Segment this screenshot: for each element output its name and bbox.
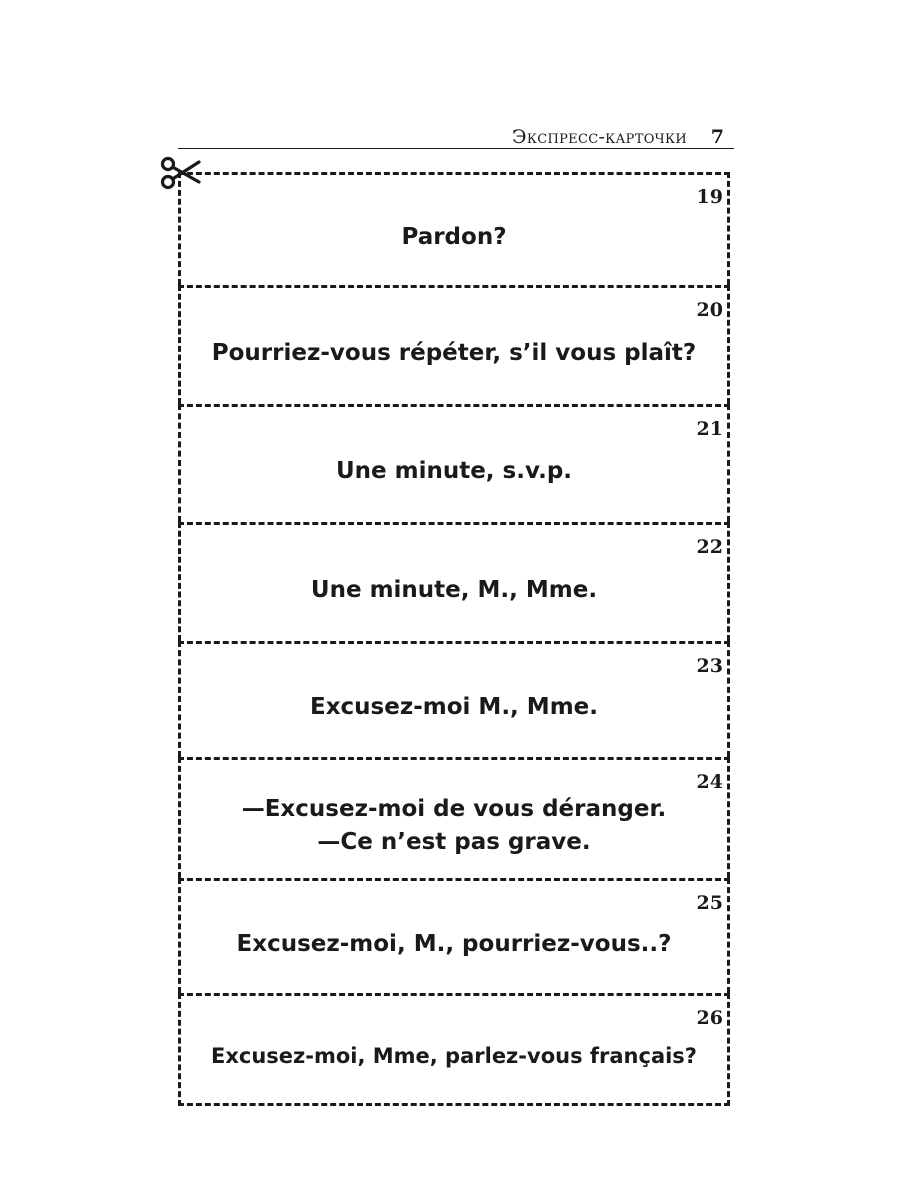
card-phrase bbox=[336, 441, 572, 488]
flashcard-list bbox=[178, 172, 730, 1106]
card-phrase bbox=[237, 914, 672, 961]
card-phrase-line: Excusez-moi, Mme, parlez-vous français? bbox=[210, 1044, 697, 1068]
card-number: 24 bbox=[696, 771, 723, 793]
card-number: 26 bbox=[696, 1007, 723, 1029]
card-phrase bbox=[311, 560, 597, 607]
flashcard bbox=[178, 757, 730, 878]
card-phrase-line: Excusez-moi, M., pourriez-vous..? bbox=[236, 930, 672, 957]
card-number: 25 bbox=[696, 892, 723, 914]
card-number: 19 bbox=[696, 186, 723, 208]
flashcard bbox=[178, 641, 730, 757]
card-phrase bbox=[242, 779, 667, 859]
card-phrase-line: Une minute, s.v.p. bbox=[335, 458, 573, 484]
card-phrase-line: Excusez-moi M., Mme. bbox=[310, 694, 598, 720]
card-phrase-line: Une minute, M., Mme. bbox=[310, 576, 598, 603]
card-phrase-line: —Ce n’est pas grave. bbox=[317, 829, 591, 855]
page-number: 7 bbox=[710, 126, 724, 148]
flashcard bbox=[178, 878, 730, 993]
flashcard bbox=[178, 172, 730, 285]
running-title: Экспресс-карточки bbox=[512, 126, 687, 148]
card-phrase-line: Pardon? bbox=[401, 223, 507, 250]
card-phrase bbox=[212, 323, 696, 370]
card-number: 20 bbox=[696, 299, 723, 321]
card-phrase-line: —Excusez-moi de vous déranger. bbox=[241, 796, 667, 822]
card-number: 21 bbox=[696, 418, 723, 440]
card-number: 23 bbox=[696, 655, 723, 677]
flashcard bbox=[178, 404, 730, 522]
card-phrase-line: Pourriez-vous répéter, s’il vous plaît? bbox=[211, 339, 697, 366]
flashcard bbox=[178, 522, 730, 641]
flashcard bbox=[178, 993, 730, 1106]
flashcard bbox=[178, 285, 730, 404]
running-header bbox=[178, 124, 734, 149]
card-phrase bbox=[211, 1026, 697, 1073]
card-phrase bbox=[310, 677, 598, 724]
card-number: 22 bbox=[696, 536, 723, 558]
card-phrase bbox=[401, 207, 506, 254]
